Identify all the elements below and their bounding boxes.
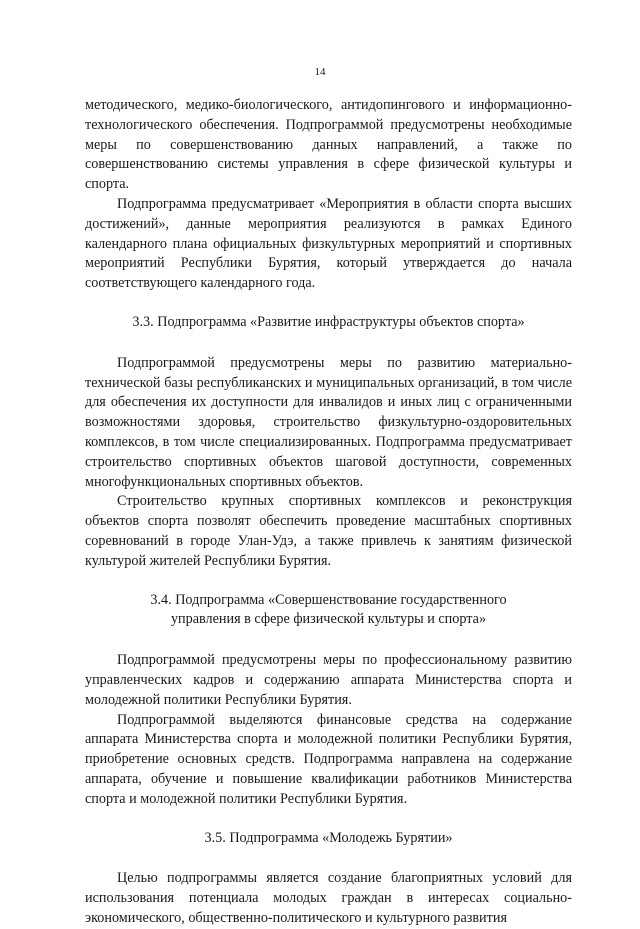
page-number: 14: [314, 66, 326, 78]
paragraph-infrastructure-measures: Подпрограммой предусмотрены меры по развитию материально-технической базы республиканских и муниципальных организаций, в том числе для обеспечения их доступности для инвалидов и иных лиц с ограниченными возможностями здоровья, строительство физкультурно-оздоровительных комплексов, в том числе специализированных. Подпрограмма предусматривает строительство спортивных объектов шаговой доступности, современных многофункциональных спортивных объектов.: [85, 354, 572, 490]
section-heading-3-5: 3.5. Подпрограмма «Молодежь Бурятии»: [204, 829, 453, 846]
section-heading-3-4: 3.4. Подпрограмма «Совершенствование государственного управления в сфере физической культуры и спорта»: [150, 591, 507, 628]
section-heading-3-3: 3.3. Подпрограмма «Развитие инфраструктуры объектов спорта»: [132, 313, 525, 330]
page-content: [85, 96, 572, 929]
paragraph-personnel-development: Подпрограммой предусмотрены меры по профессиональному развитию управленческих кадров и содержанию аппарата Министерства спорта и молодежной политики Республики Бурятия.: [85, 652, 572, 708]
paragraph-large-complexes: Строительство крупных спортивных комплексов и реконструкция объектов спорта позволят обеспечить проведение масштабных спортивных соревнований в городе Улан-Удэ, а также привлечь к занятиям физической культурой жителей Республики Бурятия.: [85, 493, 572, 569]
paragraph-high-performance-sport: Подпрограмма предусматривает «Мероприятия в области спорта высших достижений», данные мероприятия реализуются в рамках Единого календарного плана официальных физкультурных мероприятий и спортивных мероприятий Республики Бурятия, который утверждается до начала соответствующего календарного года.: [85, 195, 572, 292]
paragraph-intro-continuation: методического, медико-биологического, антидопингового и информационно-технологического обеспечения. Подпрограммой предусмотрены необходимые меры по совершенствованию данных направлений, а также по совершенствованию системы управления в сфере физической культуры и спорта.: [85, 97, 572, 193]
paragraph-youth-goal: Целью подпрограммы является создание благоприятных условий для использования потенциала молодых граждан в интересах социально-экономического, общественно-политического и культурного развития: [85, 870, 572, 926]
paragraph-funding-apparatus: Подпрограммой выделяются финансовые средства на содержание аппарата Министерства спорта и молодежной политики Республики Бурятия, приобретение основных средств. Подпрограмма направлена на содержание аппарата, обучение и повышение квалификации работников Министерства спорта и молодежной политики Республики Бурятия.: [85, 711, 572, 807]
